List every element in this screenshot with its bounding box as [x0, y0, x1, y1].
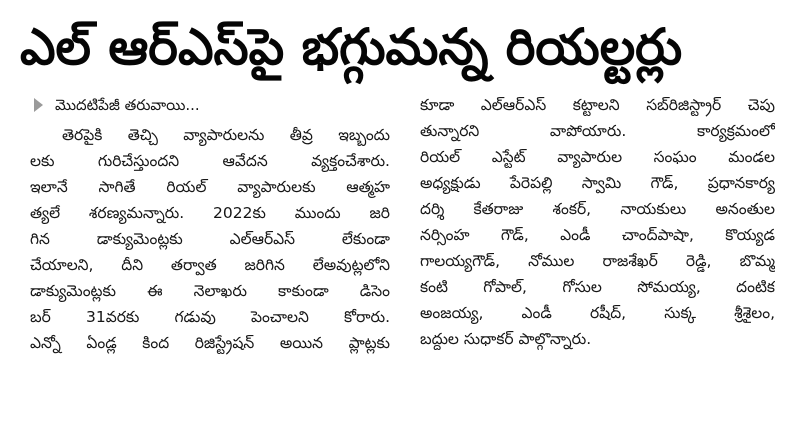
- chevron-right-icon: [34, 98, 43, 112]
- right-line-4: అధ్యక్షుడు పేరెపల్లి స్వామి గౌడ్, ప్రధానకార్య: [420, 174, 775, 192]
- continuation-note: [30, 92, 390, 118]
- right-line-2: తున్నారని వాపోయారు. కార్యక్రమంలో: [420, 122, 775, 140]
- right-line-1: కూడా ఎల్ఆర్ఎస్ కట్టాలని సబ్‌రిజిస్ట్రార్ చెపు: [420, 96, 775, 114]
- headline: ఎల్ ఆర్ఎస్‌పై భగ్గుమన్న రియల్టర్లు: [20, 18, 683, 76]
- right-column: [420, 92, 775, 437]
- right-line-5: దర్శి కేతరాజు శంకర్, నాయకులు అనంతుల: [420, 200, 775, 218]
- left-line-5: గిన డాక్యుమెంట్లకు ఎల్ఆర్ఎస్ లేకుండా: [30, 230, 390, 248]
- left-line-6: చేయాలని, దీని తర్వాత జరిగిన లేఅవుట్లలోని: [30, 256, 390, 274]
- right-line-3: రియల్ ఎస్టేట్ వ్యాపారుల సంఘం మండల: [420, 148, 775, 166]
- left-line-7: డాక్యుమెంట్లకు ఈ నెలాఖరు కాకుండా డిసెం: [30, 282, 390, 300]
- right-line-7: గాలయ్యగౌడ్, నోముల రాజశేఖర్ రెడ్డి, బొమ్మ: [420, 252, 775, 270]
- left-column: [30, 92, 390, 437]
- right-line-9: అంజయ్య, ఎండీ రషీద్, సుక్క శ్రీశైలం,: [420, 304, 775, 322]
- left-line-3: ఇలానే సాగితే రియల్ వ్యాపారులకు ఆత్మహ: [30, 178, 390, 196]
- right-line-8: కంటి గోపాల్, గోసుల సోమయ్య, దంటిక: [420, 278, 775, 296]
- left-line-2: లకు గురిచేస్తుందని ఆవేదన వ్యక్తంచేశారు.: [30, 152, 390, 170]
- left-line-4: త్యలే శరణ్యమన్నారు. 2022కు ముందు జరి: [30, 204, 390, 222]
- right-line-10: బద్దుల సుధాకర్ పాల్గొన్నారు.: [420, 330, 592, 348]
- right-line-6: నర్సింహ గౌడ్, ఎండీ చాంద్‌పాషా, కొయ్యడ: [420, 226, 775, 244]
- left-line-9: ఎన్నో ఏండ్ల కింద రిజిస్ట్రేషన్ అయిన ప్లాట్లకు: [30, 334, 390, 352]
- continuation-label: మొదటిపేజీ తరువాయి...: [55, 96, 200, 114]
- left-line-1: తెరపైకి తెచ్చి వ్యాపారులను తీవ్ర ఇబ్బందు: [62, 126, 390, 144]
- left-line-8: బర్ 31వరకు గడువు పెంచాలని కోరారు.: [30, 308, 390, 326]
